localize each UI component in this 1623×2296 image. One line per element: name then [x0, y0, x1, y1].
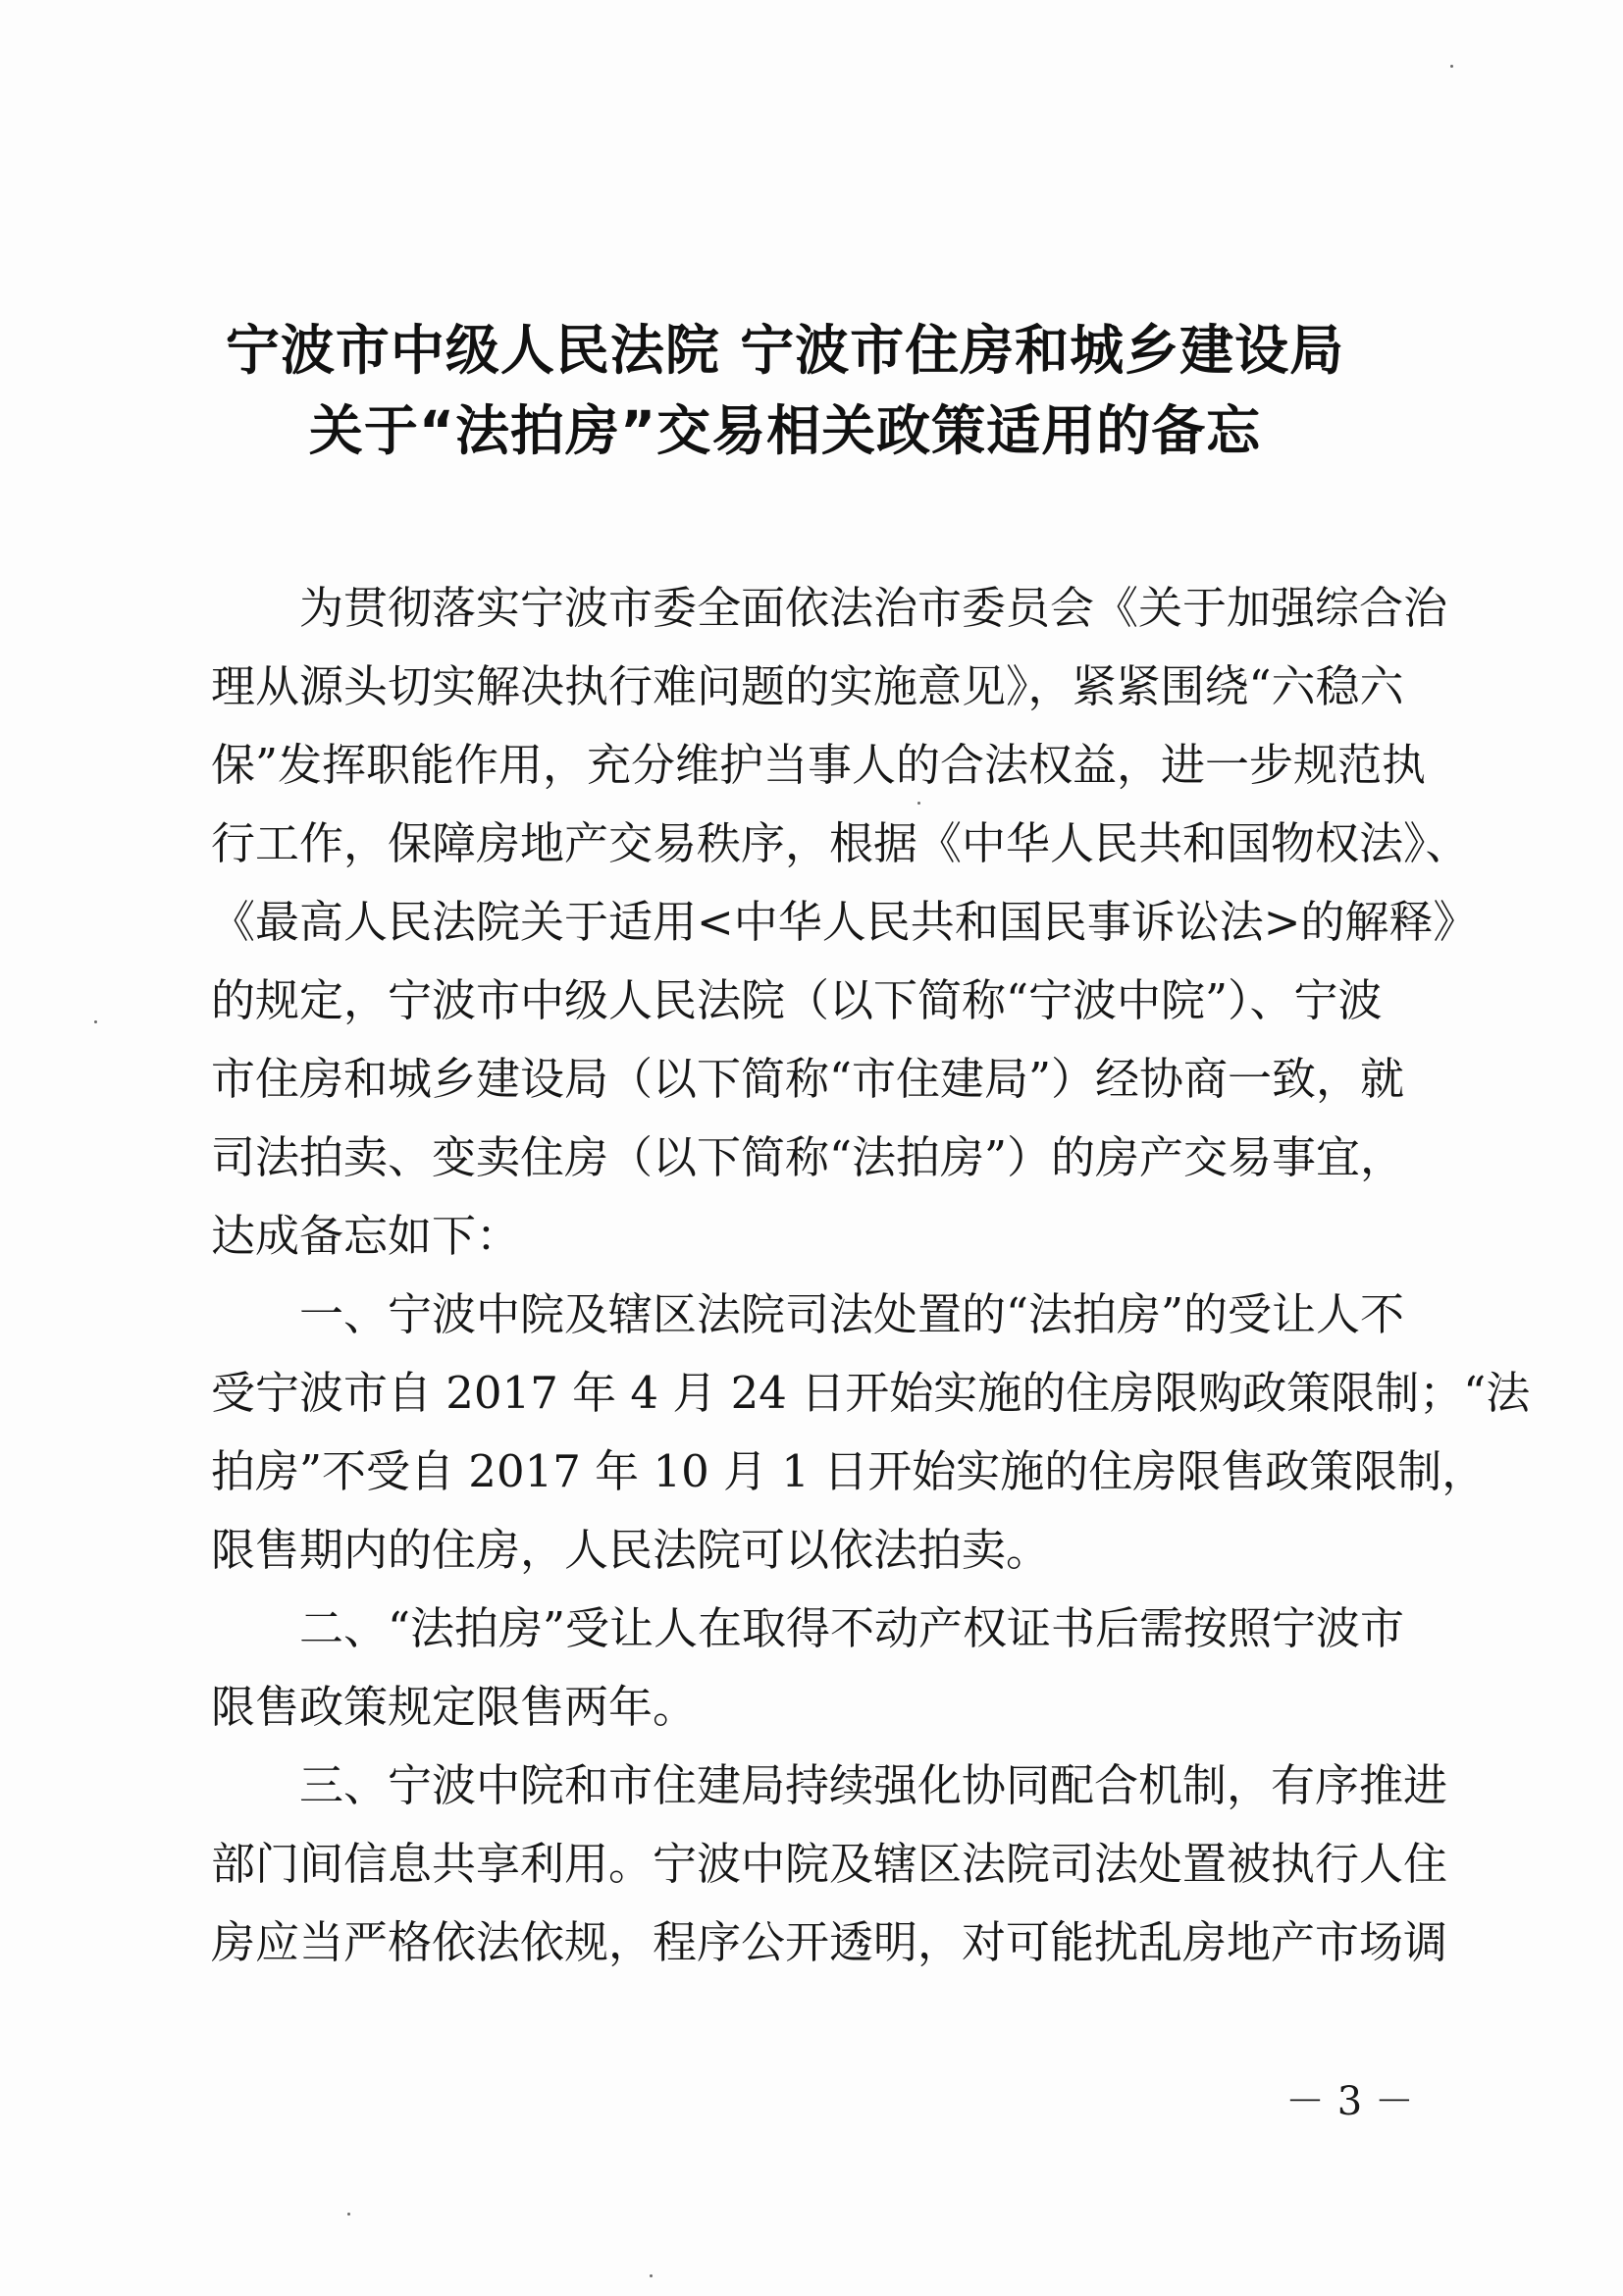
body-line-8: 司法拍卖、变卖住房（以下简称“法拍房”）的房产交易事宜， [211, 1131, 1405, 1183]
scan-speck [1450, 65, 1453, 68]
body-line-7: 市住房和城乡建设局（以下简称“市住建局”）经协商一致，就 [211, 1053, 1405, 1105]
body-line-4: 行工作，保障房地产交易秩序，根据《中华人民共和国物权法》、 [211, 817, 1470, 869]
body-line-13: 限售期内的住房，人民法院可以依法拍卖。 [211, 1524, 1051, 1576]
body-line-18: 房应当严格依法依规，程序公开透明，对可能扰乱房地产市场调 [211, 1916, 1448, 1968]
page-number: － 3 － [1285, 2079, 1414, 2124]
body-line-11: 受宁波市自 2017 年 4 月 24 日开始实施的住房限购政策限制；“法 [211, 1367, 1531, 1419]
body-line-9: 达成备忘如下： [211, 1210, 521, 1262]
body-line-14: 二、“法拍房”受让人在取得不动产权证书后需按照宁波市 [299, 1602, 1405, 1654]
document-title-line-1: 宁波市中级人民法院 宁波市住房和城乡建设局 [225, 319, 1345, 382]
document-title-line-2: 关于“法拍房”交易相关政策适用的备忘 [308, 399, 1262, 462]
body-line-3: 保”发挥职能作用，充分维护当事人的合法权益，进一步规范执 [211, 739, 1427, 791]
scan-speck [650, 2274, 653, 2277]
body-line-16: 三、宁波中院和市住建局持续强化协同配合机制，有序推进 [299, 1759, 1448, 1811]
scan-speck [917, 802, 920, 805]
body-line-1: 为贯彻落实宁波市委全面依法治市委员会《关于加强综合治 [299, 582, 1448, 634]
body-line-6: 的规定，宁波市中级人民法院（以下简称“宁波中院”）、宁波 [211, 974, 1383, 1026]
scan-speck [94, 1020, 97, 1023]
body-line-10: 一、宁波中院及辖区法院司法处置的“法拍房”的受让人不 [299, 1288, 1405, 1340]
body-line-15: 限售政策规定限售两年。 [211, 1681, 698, 1733]
scan-speck [347, 2213, 350, 2216]
body-line-17: 部门间信息共享利用。宁波中院及辖区法院司法处置被执行人住 [211, 1838, 1448, 1890]
body-line-5: 《最高人民法院关于适用<中华人民共和国民事诉讼法>的解释》 [211, 896, 1478, 948]
body-line-12: 拍房”不受自 2017 年 10 月 1 日开始实施的住房限售政策限制， [211, 1445, 1487, 1497]
body-line-2: 理从源头切实解决执行难问题的实施意见》，紧紧围绕“六稳六 [211, 660, 1404, 712]
